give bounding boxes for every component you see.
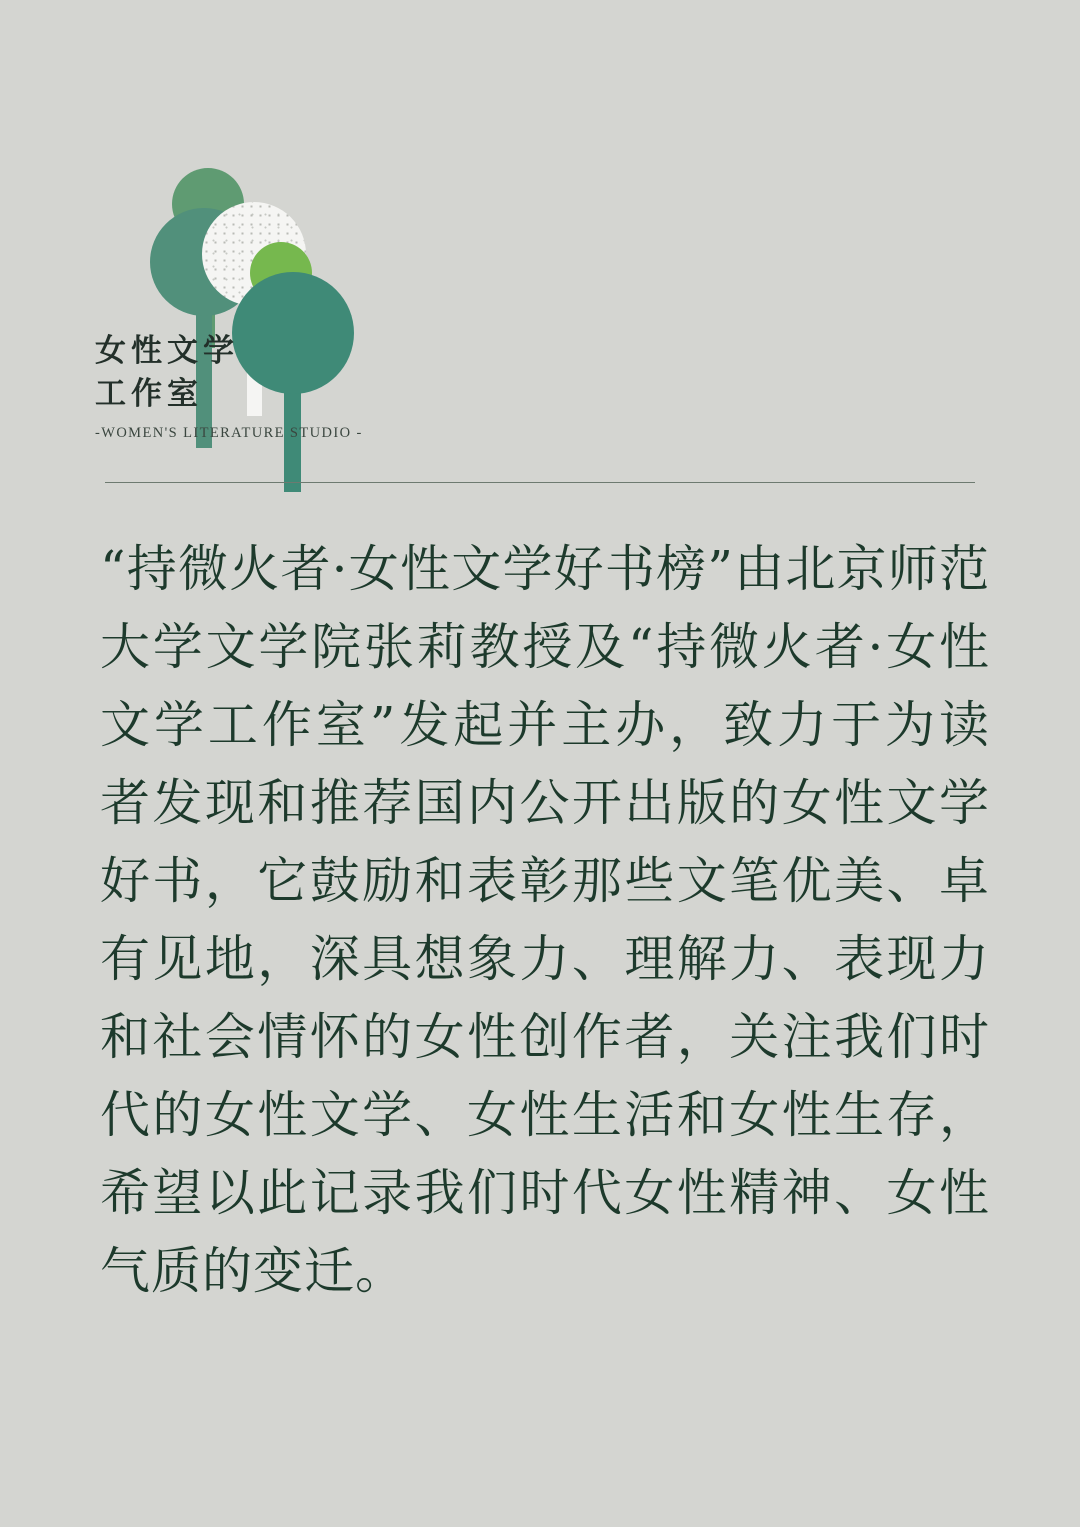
studio-logo	[95, 150, 515, 460]
logo-name-cn-line1: 女性文学	[95, 333, 239, 369]
logo-name-en: -WOMEN'S LITERATURE STUDIO -	[95, 424, 363, 441]
body-paragraph: “持微火者·女性文学好书榜”由北京师范大学文学院张莉教授及“持微火者·女性文学工作室”发起并主办，致力于为读者发现和推荐国内公开出版的女性文学好书，它鼓励和表彰那些文笔优美、卓有见地，深具想象力、理解力、表现力和社会情怀的女性创作者，关注我们时代的女性文学、女性生活和女性生存，希望以此记录我们时代女性精神、女性气质的变迁。	[100, 540, 990, 1300]
body-text-block	[100, 530, 990, 1310]
logo-name-cn-line2: 工作室	[95, 375, 203, 412]
header-divider	[105, 482, 975, 483]
logo-wordmark	[95, 330, 363, 442]
